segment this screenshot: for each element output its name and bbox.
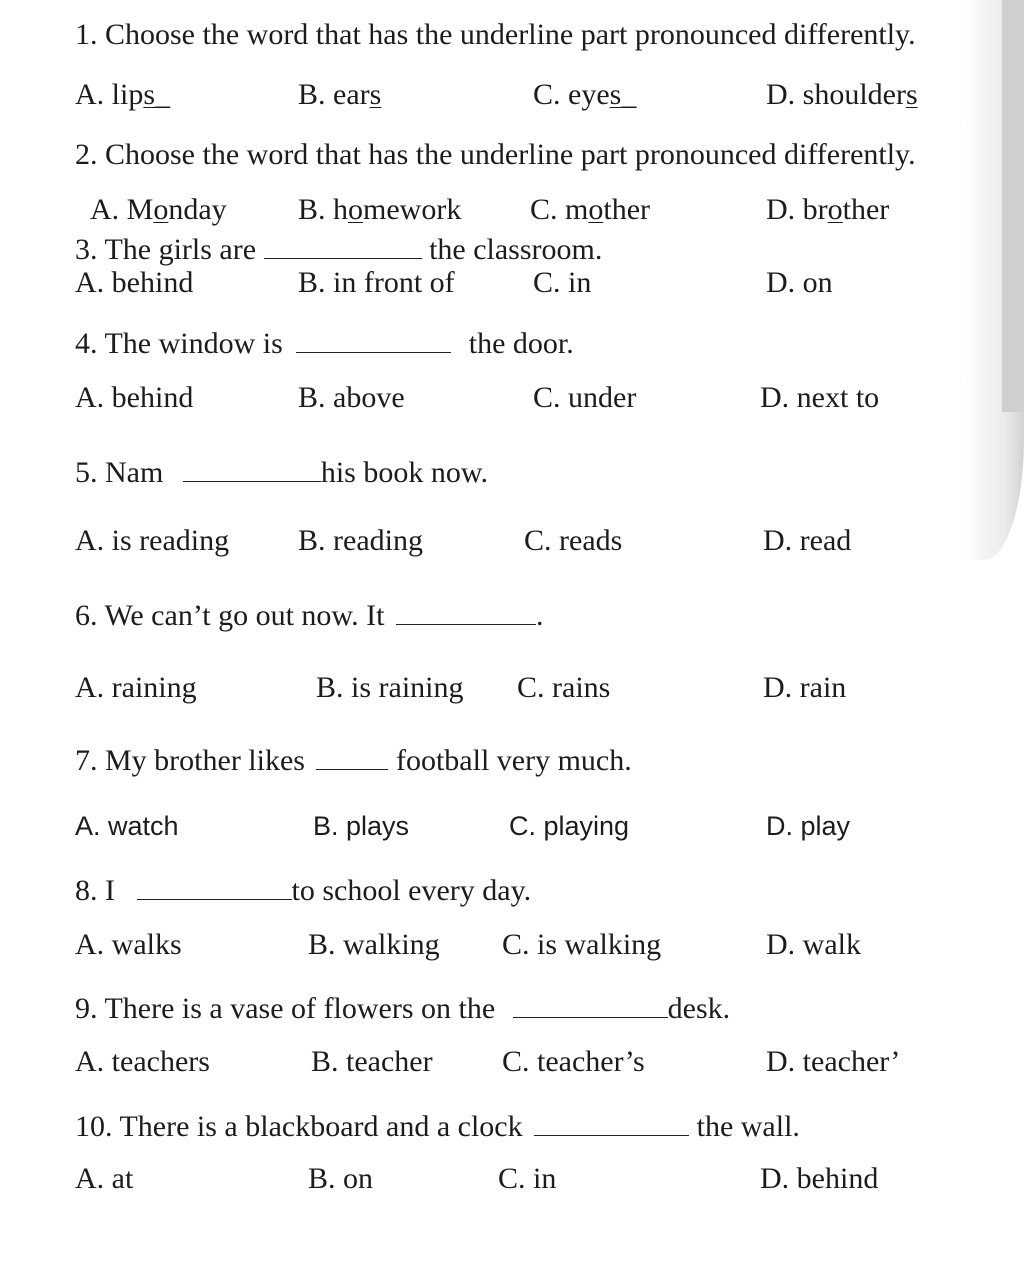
q7-option-c[interactable]: C. playing xyxy=(509,811,630,841)
q4-option-d[interactable]: D. next to xyxy=(760,381,880,414)
q4-option-a[interactable]: A. behind xyxy=(75,381,194,414)
question-4: 4. The window is the door. xyxy=(75,327,574,360)
answer-blank[interactable] xyxy=(296,326,451,353)
q5-option-b[interactable]: B. reading xyxy=(298,524,423,557)
question-6: 6. We can’t go out now. It . xyxy=(75,599,544,632)
answer-blank[interactable] xyxy=(137,873,292,900)
q6-option-d[interactable]: D. rain xyxy=(763,671,847,704)
q2-option-b[interactable]: B. homework xyxy=(298,193,462,226)
q5-option-d[interactable]: D. read xyxy=(763,524,852,557)
answer-blank[interactable] xyxy=(183,455,321,482)
answer-blank[interactable] xyxy=(534,1109,689,1136)
q7-option-a[interactable]: A. watch xyxy=(75,811,179,841)
question-10: 10. There is a blackboard and a clock the wall. xyxy=(75,1110,800,1143)
q10-option-b[interactable]: B. on xyxy=(308,1162,374,1195)
q2-option-a[interactable]: A. Monday xyxy=(90,193,227,226)
q1-option-b[interactable]: B. ears xyxy=(298,78,382,111)
answer-blank[interactable] xyxy=(396,598,536,625)
scrollbar-thumb[interactable] xyxy=(1002,0,1024,412)
q9-option-d[interactable]: D. teacher’ xyxy=(766,1045,901,1078)
q1-option-a[interactable]: A. lips_ xyxy=(75,78,171,111)
q4-option-c[interactable]: C. under xyxy=(533,381,637,414)
q9-option-b[interactable]: B. teacher xyxy=(311,1045,433,1078)
q3-option-b[interactable]: B. in front of xyxy=(298,266,455,299)
q1-option-c[interactable]: C. eyes_ xyxy=(533,78,637,111)
question-7: 7. My brother likes football very much. xyxy=(75,744,632,777)
answer-blank[interactable] xyxy=(513,991,668,1018)
q10-option-c[interactable]: C. in xyxy=(498,1162,557,1195)
q8-option-c[interactable]: C. is walking xyxy=(502,928,662,961)
q8-option-a[interactable]: A. walks xyxy=(75,928,182,961)
question-9: 9. There is a vase of flowers on the desk. xyxy=(75,992,731,1025)
q6-option-b[interactable]: B. is raining xyxy=(316,671,464,704)
q2-option-c[interactable]: C. mother xyxy=(530,193,650,226)
answer-blank[interactable] xyxy=(316,743,388,770)
q1-option-d[interactable]: D. shoulders xyxy=(766,78,918,111)
q4-option-b[interactable]: B. above xyxy=(298,381,405,414)
question-1: 1. Choose the word that has the underline part pronounced differently. xyxy=(75,18,916,51)
q9-option-a[interactable]: A. teachers xyxy=(75,1045,210,1078)
q8-option-b[interactable]: B. walking xyxy=(308,928,440,961)
q5-option-c[interactable]: C. reads xyxy=(524,524,623,557)
q7-option-b[interactable]: B. plays xyxy=(313,811,410,841)
q10-option-d[interactable]: D. behind xyxy=(760,1162,879,1195)
q5-option-a[interactable]: A. is reading xyxy=(75,524,230,557)
q8-option-d[interactable]: D. walk xyxy=(766,928,861,961)
q3-option-a[interactable]: A. behind xyxy=(75,266,194,299)
q2-option-d[interactable]: D. brother xyxy=(766,193,890,226)
q9-option-c[interactable]: C. teacher’s xyxy=(502,1045,645,1078)
q3-option-c[interactable]: C. in xyxy=(533,266,592,299)
question-3: 3. The girls are the classroom. xyxy=(75,233,603,266)
q7-option-d[interactable]: D. play xyxy=(766,811,851,841)
q6-option-c[interactable]: C. rains xyxy=(517,671,611,704)
answer-blank[interactable] xyxy=(264,232,422,259)
q10-option-a[interactable]: A. at xyxy=(75,1162,134,1195)
q6-option-a[interactable]: A. raining xyxy=(75,671,197,704)
question-8: 8. I to school every day. xyxy=(75,874,532,907)
question-2: 2. Choose the word that has the underline part pronounced differently. xyxy=(75,138,916,171)
q3-option-d[interactable]: D. on xyxy=(766,266,833,299)
question-5: 5. Nam his book now. xyxy=(75,456,489,489)
